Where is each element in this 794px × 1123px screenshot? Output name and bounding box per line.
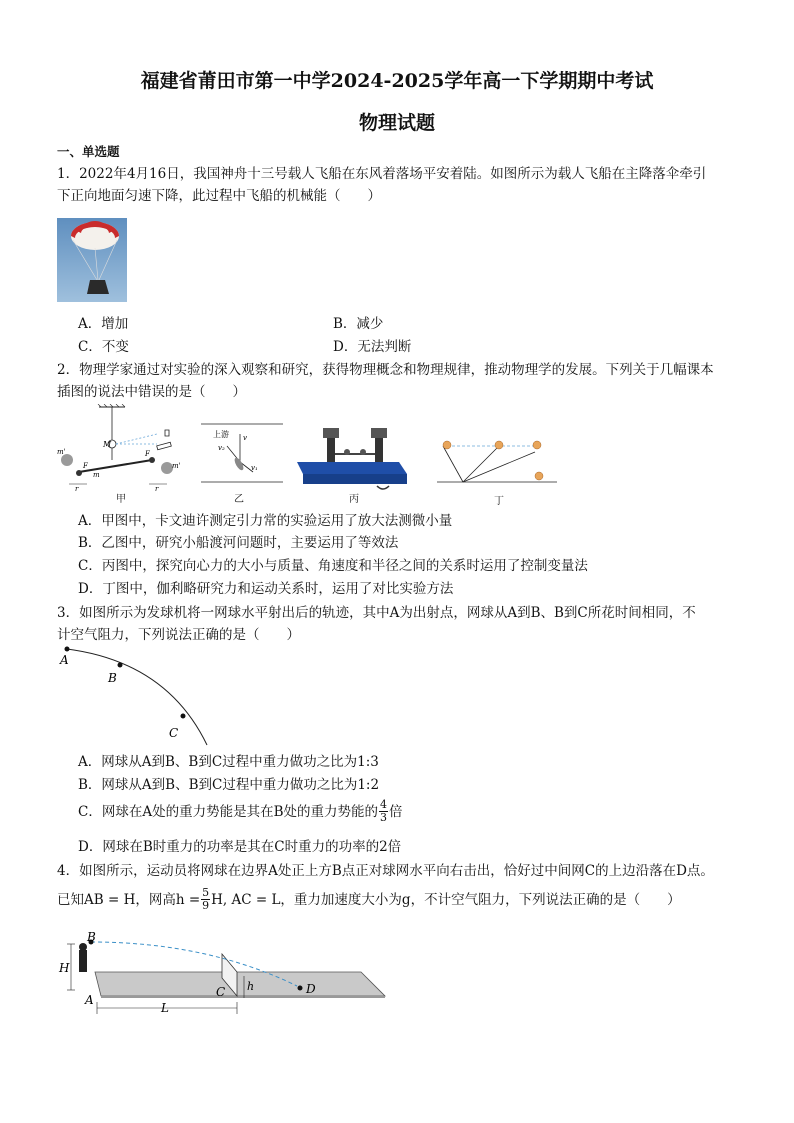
q1-option-a: A．增加 bbox=[78, 316, 129, 332]
section-heading: 一、单选题 bbox=[57, 144, 120, 159]
svg-text:F: F bbox=[83, 462, 88, 470]
q2-option-a: A．甲图中，卡文迪许测定引力常的实验运用了放大法测微小量 bbox=[78, 513, 453, 529]
q2-option-c: C．丙图中，探究向心力的大小与质量、角速度和半径之间的关系时运用了控制变量法 bbox=[78, 558, 588, 574]
svg-text:v₂: v₂ bbox=[218, 444, 225, 452]
figure-label-bing: 丙 bbox=[349, 494, 359, 505]
river-boat-figure bbox=[201, 424, 283, 482]
trajectory-figure bbox=[57, 642, 217, 748]
q3-option-c-text: C．网球在A处的重力势能是其在B处的重力势能的 bbox=[78, 803, 378, 820]
question-2-line-1: 2．物理学家通过对实验的深入观察和研究，获得物理概念和物理规律，推动物理学的发展。下列关于几幅课本 bbox=[57, 362, 714, 378]
question-1-line-1: 1．2022年4月16日，我国神舟十三号载人飞船在东风着落场平安着陆。如图所示为载人飞船在主降落伞牵引 bbox=[57, 166, 707, 182]
q3-option-c: C．网球在A处的重力势能是其在B处的重力势能的 $\frac{4}{3}$ 倍 bbox=[78, 798, 403, 824]
figure-label-ding: 丁 bbox=[494, 496, 504, 507]
page-title: 福建省莆田市第一中学2024-2025学年高一下学期期中考试 bbox=[140, 70, 654, 92]
q1-option-d: D．无法判断 bbox=[333, 339, 412, 355]
svg-text:A: A bbox=[60, 653, 69, 667]
svg-text:m': m' bbox=[172, 462, 181, 470]
q1-option-c: C．不变 bbox=[78, 339, 129, 355]
svg-text:L: L bbox=[161, 1001, 169, 1015]
figure-label-jia: 甲 bbox=[116, 494, 126, 505]
figure-label-yi: 乙 bbox=[234, 494, 244, 505]
question-3-line-2: 计空气阻力，下列说法正确的是（ ） bbox=[57, 627, 300, 643]
fraction-5-9: $\frac{5}{9}$ bbox=[202, 886, 210, 912]
q3-option-a: A．网球从A到B、B到C过程中重力做功之比为1:3 bbox=[78, 754, 379, 770]
svg-text:r: r bbox=[155, 485, 159, 493]
svg-text:上游: 上游 bbox=[213, 430, 229, 439]
svg-text:B: B bbox=[87, 930, 96, 944]
question-2-stem bbox=[57, 359, 747, 403]
question-3-stem bbox=[57, 602, 747, 646]
question-1-stem bbox=[57, 163, 747, 207]
question-2-line-2: 插图的说法中错误的是（ ） bbox=[57, 384, 246, 400]
svg-text:h: h bbox=[247, 980, 255, 993]
centripetal-force-apparatus-figure bbox=[297, 428, 407, 489]
page-subtitle: 物理试题 bbox=[358, 112, 435, 134]
q3-option-d: D．网球在B时重力的功率是其在C时重力的功率的2倍 bbox=[78, 839, 402, 855]
fraction-4-3: $\frac{4}{3}$ bbox=[380, 798, 387, 824]
parachute-photo bbox=[57, 218, 127, 302]
galileo-inclined-planes-figure bbox=[437, 441, 557, 482]
svg-text:r: r bbox=[75, 485, 79, 493]
svg-text:v₁: v₁ bbox=[251, 464, 258, 472]
tennis-court-figure bbox=[57, 928, 387, 1020]
question-4-line-1: 4．如图所示，运动员将网球在边界A处正上方B点正对球网水平向右击出，恰好过中间网C的上边沿落在D点。 bbox=[57, 863, 714, 879]
label-M: M bbox=[103, 440, 112, 449]
q1-option-b: B．减少 bbox=[333, 316, 384, 332]
svg-text:H: H bbox=[59, 961, 70, 975]
q3-option-b: B．网球从A到B、B到C过程中重力做功之比为1:2 bbox=[78, 777, 380, 793]
svg-text:D: D bbox=[306, 982, 316, 996]
question-3-line-1: 3．如图所示为发球机将一网球水平射出后的轨迹，其中A为出射点，网球从A到B、B到C所花时间相同，不 bbox=[57, 605, 696, 621]
svg-text:m': m' bbox=[57, 448, 66, 456]
svg-text:m: m bbox=[93, 471, 100, 479]
question-1-line-2: 下正向地面匀速下降，此过程中飞船的机械能（ ） bbox=[57, 188, 381, 204]
svg-text:A: A bbox=[85, 993, 94, 1007]
q2-option-b: B．乙图中，研究小船渡河问题时，主要运用了等效法 bbox=[78, 535, 399, 551]
svg-text:C: C bbox=[216, 985, 226, 999]
svg-text:B: B bbox=[108, 671, 117, 685]
question-4-line-2: 已知AB = H，网高h = $\frac{5}{9}$ H, AC = L，重力加速度大小为g，不计空气阻力，下列说法正确的是（ ） bbox=[57, 886, 681, 912]
svg-text:v: v bbox=[243, 434, 247, 442]
q2-option-d: D．丁图中，伽利略研究力和运动关系时，运用了对比实验方法 bbox=[78, 581, 454, 597]
cavendish-torsion-balance-figure bbox=[57, 404, 181, 493]
svg-text:F: F bbox=[145, 450, 150, 458]
svg-text:C: C bbox=[169, 726, 179, 740]
